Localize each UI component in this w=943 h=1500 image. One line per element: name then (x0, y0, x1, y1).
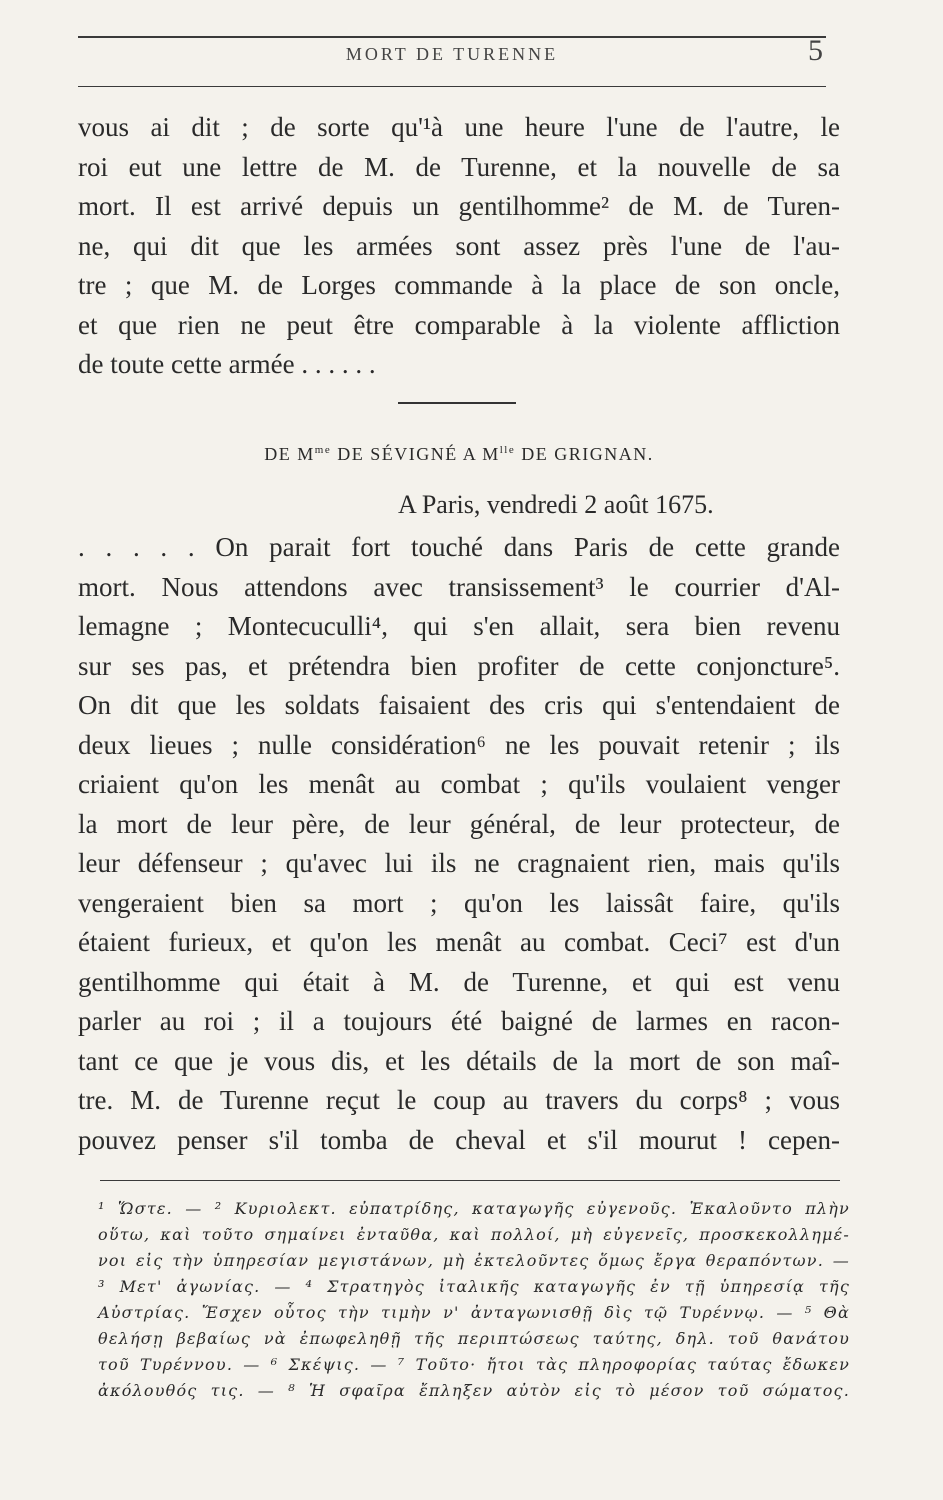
text-line: vous ai dit ; de sorte qu'¹à une heure l'une de l'autre, le (78, 112, 840, 142)
text-line: mort. Nous attendons avec transissement³ le courrier d'Al- (78, 571, 840, 602)
paragraph-2 (78, 528, 840, 1160)
footnote-rule (100, 1180, 840, 1181)
text-line: mort. Il est arrivé depuis un gentilhomme² de M. de Turen- (78, 191, 840, 221)
text-line: vengeraient bien sa mort ; qu'on les laissât faire, qu'ils (78, 887, 840, 918)
footnote-line: οὕτω, καὶ τοῦτο σημαίνει ἐνταῦθα, καὶ πολλοί, μὴ εὐγενεῖς, προσκεκολλημέ- (98, 1225, 850, 1244)
heading-sup-2: lle (499, 444, 516, 456)
header-top-rule (78, 36, 826, 38)
text-line: deux lieues ; nulle considération⁶ ne les pouvait retenir ; ils (78, 729, 840, 760)
footnote-line: νοι εἰς τὴν ὑπηρεσίαν μεγιστάνων, μὴ ἐκτελοῦντες ὅμως ἔργα θεραπόντων. — (98, 1251, 850, 1270)
running-title: MORT DE TURENNE (345, 44, 559, 64)
section-separator (398, 402, 516, 404)
text-line: criaient qu'on les menât au combat ; qu'ils voulaient venger (78, 769, 840, 799)
text-line: pouvez penser s'il tomba de cheval et s'il mourut ! cepen- (78, 1124, 840, 1155)
text-line: . . . . . On parait fort touché dans Paris de cette grande (78, 532, 840, 562)
footnote-line: Αὐστρίας. Ἔσχεν οὗτος τὴν τιμὴν ν' ἀνταγωνισθῇ δὶς τῷ Τυρέννῳ. — ⁵ Θὰ (98, 1303, 850, 1322)
heading-middle: DE SÉVIGNÉ A M (331, 444, 500, 464)
text-line: tant ce que je vous dis, et les détails de la mort de son maî- (78, 1045, 840, 1076)
footnote-line: θελήσῃ βεβαίως νὰ ἐπωφεληθῇ τῆς περιπτώσεως ταύτης, δηλ. τοῦ θανάτου (98, 1329, 850, 1348)
text-line: et que rien ne peut être comparable à la violente affliction (78, 309, 840, 340)
text-line: parler au roi ; il a toujours été baigné de larmes en racon- (78, 1006, 840, 1036)
text-line: sur ses pas, et prétendra bien profiter de cette conjoncture⁵. (78, 650, 840, 681)
heading-suffix: DE GRIGNAN. (515, 444, 654, 464)
page-number: 5 (808, 34, 823, 67)
footnote-line: ἀκόλουθός τις. — ⁸ Ἡ σφαῖρα ἔπληξεν αὐτὸν εἰς τὸ μέσον τοῦ σώματος. (98, 1381, 850, 1400)
text-line: de toute cette armée . . . . . . (78, 349, 376, 379)
text-line: lemagne ; Montecuculli⁴, qui s'en allait, sera bien revenu (78, 611, 840, 641)
header-bottom-rule (78, 86, 826, 87)
paragraph-1 (78, 108, 840, 385)
text-line: la mort de leur père, de leur général, de leur protecteur, de (78, 808, 840, 839)
letter-heading (78, 444, 840, 465)
footnotes (98, 1196, 850, 1404)
dateline: A Paris, vendredi 2 août 1675. (398, 490, 714, 519)
text-line: gentilhomme qui était à M. de Turenne, et qui est venu (78, 966, 840, 997)
text-line: On dit que les soldats faisaient des cris qui s'entendaient de (78, 690, 840, 720)
text-line: leur défenseur ; qu'avec lui ils ne cragnaient rien, mais qu'ils (78, 848, 840, 878)
text-line: roi eut une lettre de M. de Turenne, et la nouvelle de sa (78, 151, 840, 182)
heading-prefix: DE M (264, 444, 315, 464)
footnote-line: ¹ Ὥστε. — ² Κυριολεκτ. εὐπατρίδης, καταγωγῆς εὐγενοῦς. Ἐκαλοῦντο πλὴν (98, 1199, 850, 1218)
text-line: tre ; que M. de Lorges commande à la place de son oncle, (78, 270, 840, 300)
text-line: étaient furieux, et qu'on les menât au combat. Ceci⁷ est d'un (78, 927, 840, 957)
footnote-line: ³ Μετ' ἀγωνίας. — ⁴ Στρατηγὸς ἰταλικῆς καταγωγῆς ἐν τῇ ὑπηρεσίᾳ τῆς (98, 1277, 850, 1296)
heading-sup-1: me (314, 444, 332, 456)
text-line: tre. M. de Turenne reçut le coup au travers du corps⁸ ; vous (78, 1085, 840, 1115)
footnote-line: τοῦ Τυρέννου. — ⁶ Σκέψις. — ⁷ Τοῦτο· ἤτοι τὰς πληροφορίας ταύτας ἔδωκεν (98, 1355, 850, 1374)
text-line: ne, qui dit que les armées sont assez près l'une de l'au- (78, 230, 840, 261)
